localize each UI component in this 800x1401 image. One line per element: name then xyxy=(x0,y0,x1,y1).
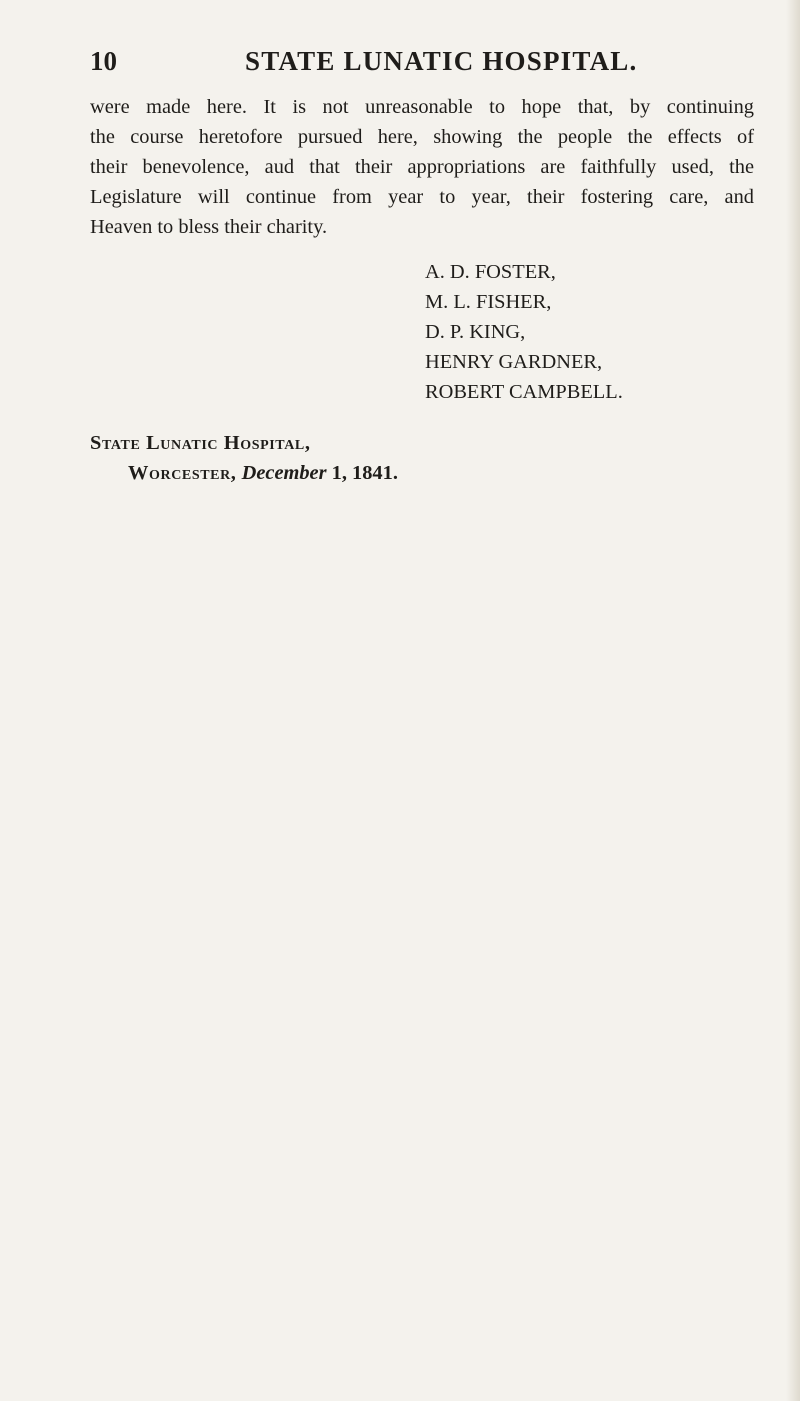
institution-name: State Lunatic Hospital, xyxy=(90,432,311,454)
page-number: 10 xyxy=(90,46,117,76)
signatory-list xyxy=(425,257,623,407)
paragraph-line: Legislature will continue from year to year, their fostering care, and xyxy=(90,186,754,208)
paragraph-line: the course heretofore pursued here, showing the people the effects of xyxy=(90,126,754,148)
page-edge-shadow xyxy=(786,0,800,1401)
signatory-name: A. D. FOSTER, xyxy=(425,261,556,283)
city-date-line xyxy=(128,458,398,488)
running-head: STATE LUNATIC HOSPITAL. xyxy=(245,46,638,76)
place-and-date xyxy=(90,428,398,488)
report-paragraph xyxy=(90,92,754,242)
signatory-name: M. L. FISHER, xyxy=(425,291,552,313)
paragraph-line: were made here. It is not unreasonable to hope that, by continuing xyxy=(90,96,754,118)
paragraph-line: Heaven to bless their charity. xyxy=(90,216,328,238)
signatory-name: ROBERT CAMPBELL. xyxy=(425,381,623,403)
city-name: Worcester, xyxy=(128,462,237,484)
paragraph-line: their benevolence, aud that their appropriations are faithfully used, the xyxy=(90,156,754,178)
date-day-year: 1, 1841. xyxy=(326,462,398,484)
date-month: December xyxy=(241,462,327,484)
signatory-name: HENRY GARDNER, xyxy=(425,351,603,373)
page-header xyxy=(0,40,800,80)
signatory-name: D. P. KING, xyxy=(425,321,526,343)
